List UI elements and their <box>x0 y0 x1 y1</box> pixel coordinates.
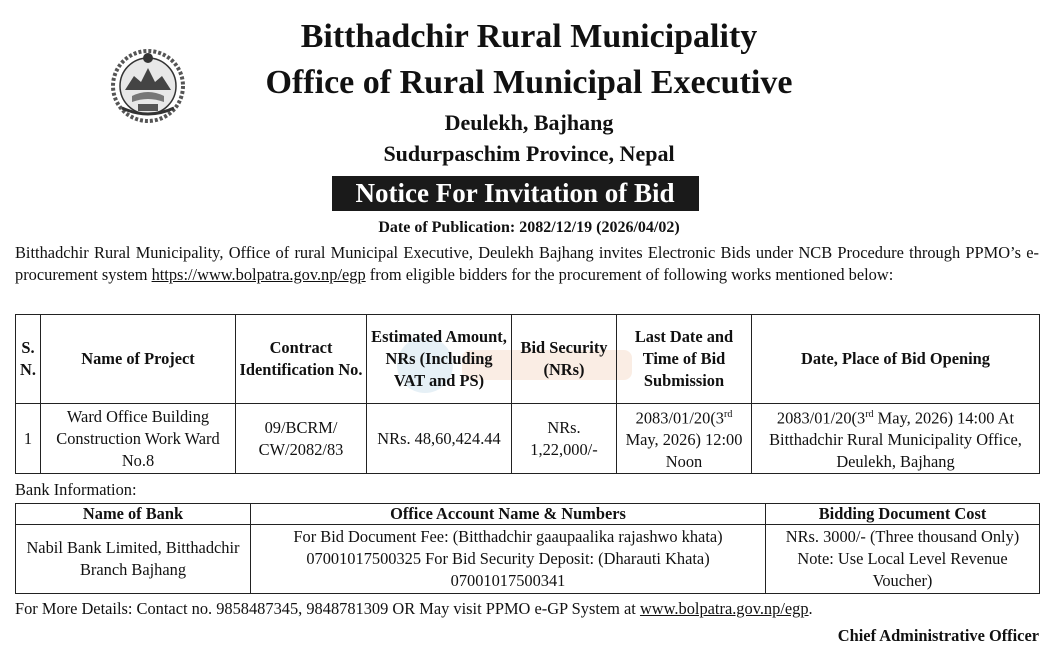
bank-table <box>15 503 1040 594</box>
contact-text: For More Details: Contact no. 9858487345, 9848781309 OR May visit PPMO e-GP System at <box>15 599 640 618</box>
works-table-header-row <box>16 315 1040 404</box>
opening-part-a: 2083/01/20(3 <box>776 408 866 428</box>
cell-opening <box>752 404 1040 474</box>
contact-end: . <box>808 599 813 618</box>
bank-info-label: Bank Information: <box>15 480 137 499</box>
cell-bank: Nabil Bank Limited, Bitthadchir Branch Bajhang <box>16 525 251 594</box>
cell-security: NRs. 1,22,000/- <box>512 404 617 474</box>
notice-title-wrap <box>0 176 1058 211</box>
egp-link[interactable]: https://www.bolpatra.gov.np/egp <box>151 265 366 284</box>
publication-date: Date of Publication: 2082/12/19 (2026/04/02) <box>378 219 680 236</box>
works-table <box>15 314 1040 474</box>
col-security-header: Bid Security (NRs) <box>512 315 617 404</box>
opening-part-b: May, 2026) 14:00 At Bitthadchir Rural Municipality Office, Deulekh, Bajhang <box>769 408 1022 472</box>
office-name: Office of Rural Municipal Executive <box>265 64 793 101</box>
intro-paragraph <box>15 242 1039 286</box>
nepal-emblem-icon <box>108 46 188 124</box>
cell-contract: 09/BCRM/ CW/2082/83 <box>236 404 367 474</box>
last-date-part-b: May, 2026) 12:00 Noon <box>625 430 743 472</box>
col-sn-header: S. N. <box>16 315 41 404</box>
table-row <box>16 404 1040 474</box>
contact-details <box>15 598 813 620</box>
cell-account: For Bid Document Fee: (Bitthadchir gaaupaalika rajashwo khata) 07001017500325 For Bid Security Deposit: (Dharauti Khata) 07001017500341 <box>251 525 766 594</box>
intro-text-before: Bitthadchir Rural Municipality, Office of rural Municipal Executive, Deulekh Bajhang invites Electronic Bids under NCB Procedure through PPMO’s e-procurement system <box>15 243 1039 284</box>
intro-text-after: from eligible bidders for the procurement of following works mentioned below: <box>365 265 894 284</box>
col-bank-header: Name of Bank <box>16 504 251 525</box>
cell-sn: 1 <box>16 404 41 474</box>
col-account-header: Office Account Name & Numbers <box>251 504 766 525</box>
office-province: Sudurpaschim Province, Nepal <box>383 141 675 166</box>
bolpatra-link[interactable]: www.bolpatra.gov.np/egp <box>639 599 809 618</box>
table-row <box>16 525 1040 594</box>
cell-project: Ward Office Building Construction Work Ward No.8 <box>41 404 236 474</box>
municipality-name: Bitthadchir Rural Municipality <box>300 18 758 55</box>
col-contract-header: Contract Identification No. <box>236 315 367 404</box>
bank-table-header-row <box>16 504 1040 525</box>
notice-title: Notice For Invitation of Bid <box>332 176 699 211</box>
opening-ordinal: rd <box>865 409 874 420</box>
signature: Chief Administrative Officer <box>837 626 1039 645</box>
last-date-part-a: 2083/01/20(3 <box>635 408 724 428</box>
col-project-header: Name of Project <box>41 315 236 404</box>
office-location: Deulekh, Bajhang <box>444 110 614 135</box>
col-cost-header: Bidding Document Cost <box>766 504 1040 525</box>
col-last-date-header: Last Date and Time of Bid Submission <box>617 315 752 404</box>
cell-cost: NRs. 3000/- (Three thousand Only) Note: Use Local Level Revenue Voucher) <box>766 525 1040 594</box>
cell-last-date <box>617 404 752 474</box>
col-estimated-header: Estimated Amount, NRs (Including VAT and PS) <box>367 315 512 404</box>
cell-estimated: NRs. 48,60,424.44 <box>367 404 512 474</box>
last-date-ordinal: rd <box>723 409 733 420</box>
col-opening-header: Date, Place of Bid Opening <box>752 315 1040 404</box>
